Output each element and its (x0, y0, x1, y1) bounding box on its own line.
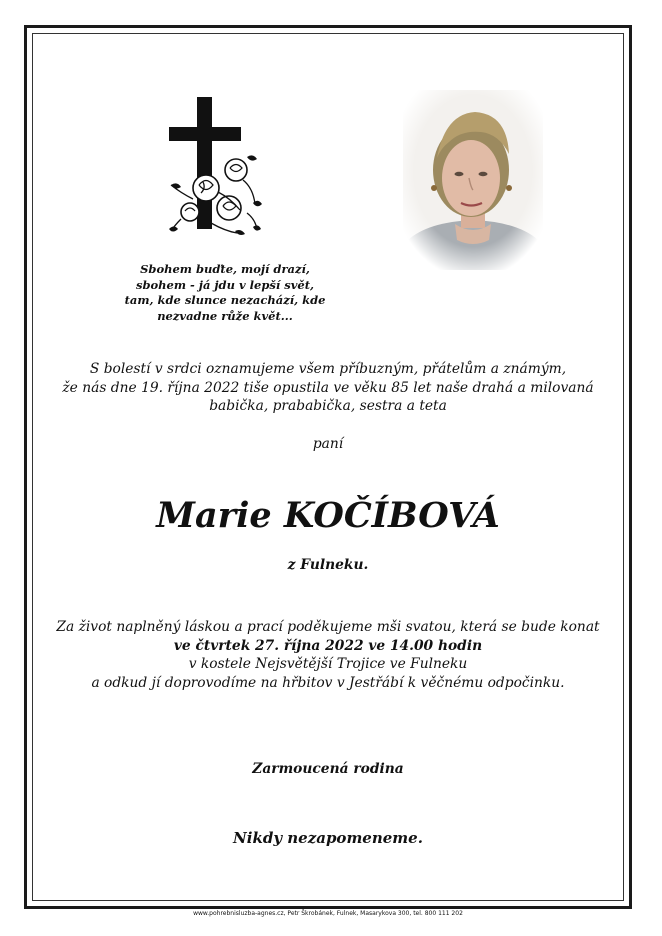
signature: Zarmoucená rodina (252, 761, 404, 777)
poem-line: nezvadne růže květ... (157, 308, 293, 323)
closing-line: Nikdy nezapomeneme. (233, 829, 423, 847)
announcement-line: babička, prababička, sestra a teta (209, 398, 447, 415)
poem-line: Sbohem buďte, mojí drazí, (140, 262, 310, 276)
announcement-line: S bolestí v srdci oznamujeme všem příbuzným, přátelům a známým, (89, 361, 567, 377)
funeral-service-footer: www.pohrebnisluzba-agnes.cz, Petr Škrobánek, Fulnek, Masarykova 300, tel. 800 111 202 (193, 910, 463, 917)
honorific: paní (312, 436, 344, 452)
poem-line: sbohem - já jdu v lepší svět, (135, 277, 315, 292)
service-date: ve čtvrtek 27. října 2022 ve 14.00 hodin (173, 637, 483, 654)
service-location: v kostele Nejsvětější Trojice ve Fulneku (188, 656, 468, 673)
poem-line: tam, kde slunce nezachází, kde (124, 293, 326, 307)
service-details (40, 618, 616, 692)
portrait-photo (403, 90, 543, 270)
cross-with-roses-icon (163, 95, 263, 245)
poem (110, 262, 340, 324)
service-line: Za život naplněný láskou a prací poděkujeme mši svatou, která se bude konat (56, 619, 600, 635)
service-burial: a odkud jí doprovodíme na hřbitov v Jestřábí k věčnému odpočinku. (91, 674, 565, 691)
announcement-text (40, 360, 616, 416)
origin-text: z Fulneku. (287, 557, 369, 573)
announcement-line: že nás dne 19. října 2022 tiše opustila ve věku 85 let naše drahá a milovaná (62, 379, 594, 396)
deceased-name: Marie KOČÍBOVÁ (156, 495, 500, 536)
